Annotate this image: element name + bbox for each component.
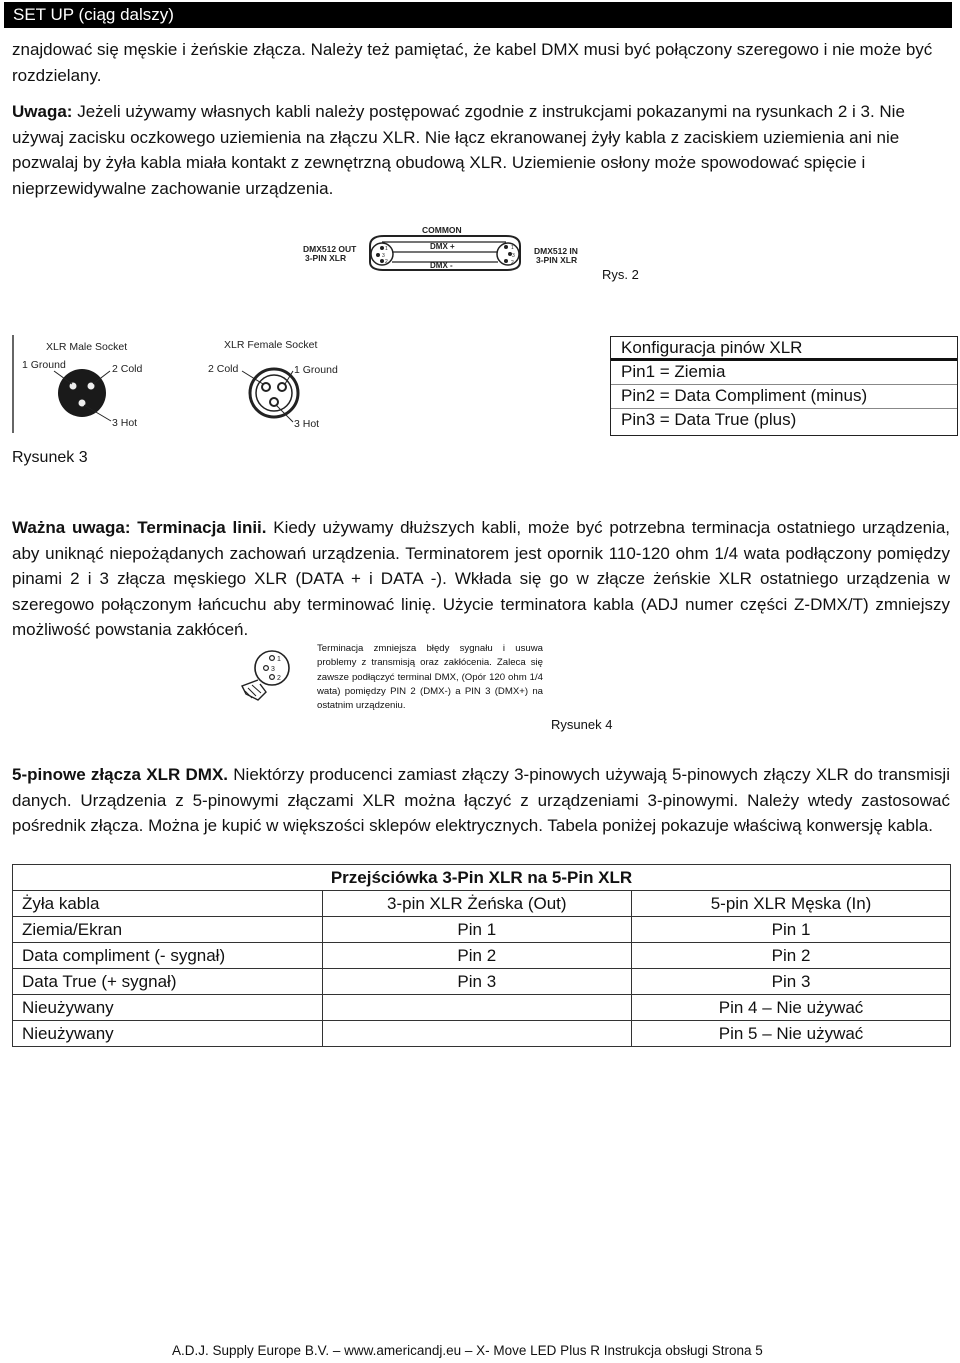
right-pin-2 (504, 259, 508, 263)
dmx-out-label: DMX512 OUT (303, 244, 357, 254)
plug-pin-label-2: 2 (277, 675, 281, 682)
termination-paragraph (12, 515, 950, 643)
table-cell: Data compliment (- sygnał) (13, 943, 323, 969)
right-pin-label-1: 1 (511, 245, 514, 251)
male-socket-body (58, 369, 106, 417)
female-pin-1 (278, 383, 286, 391)
termination-text: Kiedy używamy dłuższych kabli, może być potrzebna terminacja ostatniego urządzenia, aby uniknąć niepożądanych zachowań urządzenia. Terminatorem jest opornik 110-120 ohm 1/4 wata podłączony pomiędzy pinami 2 i 3 złącza męskiego XLR (DATA + i DATA -). Wkłada się go w złącze żeńskie XLR ostatniego urządzenia w szeregowo połączonym łańcuchu aby terminować linię. Użycie terminatora kabla (ADJ numer części Z-DMX/T) zmniejszy możliwość powstania zakłóceń. (12, 518, 950, 639)
pin-config-row: Pin3 = Data True (plus) (621, 410, 797, 429)
column-header: 5-pin XLR Męska (In) (632, 891, 951, 917)
male-cold-label: 2 Cold (112, 363, 143, 375)
pin-config-row: Pin2 = Data Compliment (minus) (611, 385, 957, 409)
female-socket-title: XLR Female Socket (224, 339, 318, 351)
table-cell: Ziemia/Ekran (13, 917, 323, 943)
table-cell: Pin 5 – Nie używać (632, 1021, 951, 1047)
right-pin-label-3: 3 (512, 253, 515, 259)
table-cell: Pin 1 (322, 917, 632, 943)
table-row (13, 969, 951, 995)
pin-config-title: Konfiguracja pinów XLR (611, 337, 957, 361)
left-pin-label-3: 3 (382, 253, 385, 259)
table-cell: Pin 3 (632, 969, 951, 995)
plug-pin-2 (270, 675, 275, 680)
dmx-plus-label: DMX + (430, 242, 455, 251)
table-cell: Pin 2 (322, 943, 632, 969)
pin-config-box (610, 336, 958, 436)
table-row (13, 917, 951, 943)
female-pin-2 (262, 383, 270, 391)
intro-paragraph: znajdować się męskie i żeńskie złącza. Należy też pamiętać, że kabel DMX musi być połączony szeregowo i nie może być rozdzielany. (12, 40, 933, 85)
five-pin-text: Niektórzy producenci zamiast złączy 3-pinowych używają 5-pinowych złączy XLR do transmisji danych. Urządzenia z 5-pinowymi złączami XLR można łączyć z urządzeniami 3-pinowymi. Należy wtedy zastosować pośrednik złącza. Można je kupić w większości sklepów elektrycznych. Tabela poniżej pokazuje właściwą konwersję kabla. (12, 765, 950, 835)
five-pin-label: 5-pinowe złącza XLR DMX. (12, 765, 229, 784)
right-pin-1 (504, 245, 508, 249)
table-cell: Pin 4 – Nie używać (632, 995, 951, 1021)
column-header: Żyła kabla (13, 891, 323, 917)
dmx-in-label: DMX512 IN (534, 246, 578, 256)
table-row (13, 1021, 951, 1047)
dmx-in-sublabel: 3-PIN XLR (536, 255, 578, 265)
table-cell: Data True (+ sygnał) (13, 969, 323, 995)
page-footer: A.D.J. Supply Europe B.V. – www.americandj.eu – X- Move LED Plus R Instrukcja obsługi Strona 5 (172, 1343, 763, 1358)
table-cell: Nieużywany (13, 995, 323, 1021)
xlr-sockets-diagram (12, 333, 352, 433)
female-pin-3 (270, 398, 278, 406)
column-header: 3-pin XLR Żeńska (Out) (322, 891, 632, 917)
male-hot-label: 3 Hot (112, 417, 138, 429)
terminator-plug-drawing (236, 646, 304, 702)
plug-pin-label-3: 3 (271, 666, 275, 673)
warning-text: Jeżeli używamy własnych kabli należy postępować zgodnie z instrukcjami pokazanymi na rysunkach 2 i 3. Nie używaj zacisku oczkowego uziemienia na złączu XLR. Nie łącz ekranowanej żyły kabla z zaciskiem uziemienia ani nie pozwalaj by żyła kabla miała kontakt z zewnętrzną obudową XLR. Uziemienie osłony może spowodować spięcie i nieprzewidywalne zachowanie urządzenia. (12, 102, 905, 198)
five-pin-paragraph (12, 762, 950, 839)
adapter-table (12, 864, 951, 1047)
dmx-cable-diagram (298, 222, 588, 278)
section-header: SET UP (ciąg dalszy) (4, 2, 952, 28)
plug-body (242, 680, 266, 700)
left-pin-1 (380, 246, 384, 250)
pin-config-row: Pin1 = Ziemia (611, 361, 957, 385)
dmx-minus-label: DMX - (430, 261, 453, 270)
table-cell: Pin 1 (632, 917, 951, 943)
plug-pin-label-1: 1 (277, 656, 281, 663)
left-pin-2 (380, 259, 384, 263)
female-hot-label: 3 Hot (294, 418, 320, 430)
figure-2-caption: Rys. 2 (602, 267, 639, 282)
table-cell: Pin 2 (632, 943, 951, 969)
table-title-row (13, 865, 951, 891)
dmx-out-sublabel: 3-PIN XLR (305, 253, 347, 263)
termination-label: Ważna uwaga: Terminacja linii. (12, 518, 267, 537)
common-label: COMMON (422, 225, 462, 235)
figure-3-caption: Rysunek 3 (12, 449, 88, 466)
table-header-row (13, 891, 951, 917)
warning-label: Uwaga: (12, 102, 73, 121)
left-pin-label-2: 2 (385, 259, 388, 265)
female-ground-label: 1 Ground (294, 364, 338, 376)
plug-pin-3 (264, 666, 269, 671)
table-cell: Nieużywany (13, 1021, 323, 1047)
table-cell (322, 1021, 632, 1047)
male-ground-label: 1 Ground (22, 359, 66, 371)
left-pin-label-1: 1 (385, 246, 388, 252)
female-cold-label: 2 Cold (208, 363, 239, 375)
table-row (13, 995, 951, 1021)
right-pin-label-2: 2 (511, 260, 514, 266)
table-cell (322, 995, 632, 1021)
left-pin-3 (376, 253, 380, 257)
table-cell: Pin 3 (322, 969, 632, 995)
table-title: Przejściówka 3-Pin XLR na 5-Pin XLR (13, 865, 951, 891)
warning-paragraph (12, 99, 950, 201)
figure-4-caption: Rysunek 4 (551, 717, 613, 732)
male-socket-title: XLR Male Socket (46, 341, 128, 353)
table-row (13, 943, 951, 969)
plug-grip (245, 685, 261, 698)
termination-note: Terminacja zmniejsza błędy sygnału i usuwa problemy z transmisją oraz zakłócenia. Zaleca się zawsze podłączyć terminal DMX, (Opór 120 ohm 1/4 wata) pomiędzy PIN 2 (DMX-) a PIN 3 (DMX+) na ostatnim urządzeniu. (317, 643, 543, 712)
plug-pin-1 (270, 656, 275, 661)
